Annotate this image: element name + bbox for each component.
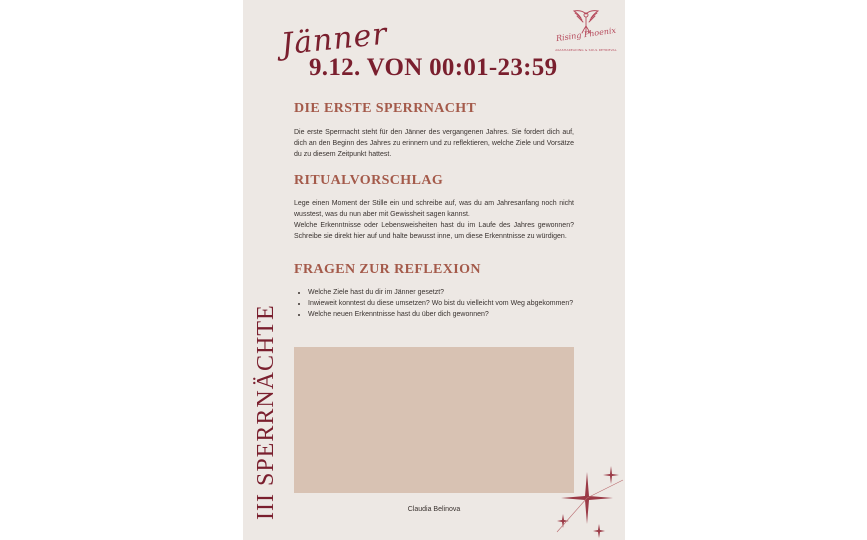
writing-area[interactable]	[294, 347, 574, 493]
paragraph: Lege einen Moment der Stille ein und schreibe auf, was du am Jahresanfang noch nicht wusstest, was du nun aber mit Gewissheit sagen kannst.	[294, 200, 574, 218]
author-name: Claudia Belinova	[407, 506, 461, 513]
section-heading-ritual: RITUALVORSCHLAG	[294, 173, 444, 188]
section-heading-reflection: FRAGEN ZUR REFLEXION	[294, 262, 481, 277]
logo-subtitle: AKASHAREADING & SOUL RETRIEVAL	[555, 48, 617, 52]
list-item: • Inwieweit konntest du diese umsetzen? Wo bist du vielleicht vom Weg abgekommen?	[308, 298, 575, 309]
vertical-series-label: III SPERRNÄCHTE	[253, 304, 279, 520]
sparkle-stars-icon	[553, 462, 625, 540]
logo	[553, 8, 619, 56]
paragraph: Welche Erkenntnisse oder Lebensweisheiten hast du im Laufe des Jahres gewonnen? Schreibe sie direkt hier auf und halte bewusst inne, um diese Erkenntnisse zu würdigen.	[294, 222, 574, 240]
section-body-ritual	[294, 198, 574, 242]
logo-name: Rising Phoenix	[555, 25, 617, 44]
journal-page	[243, 0, 625, 540]
section-body-first-night	[294, 127, 574, 160]
paragraph: Die erste Sperrnacht steht für den Jänner des vergangenen Jahres. Sie fordert dich auf, dich an den Beginn des Jahres zu erinnern und zu reflektieren, welche Ziele und Vorsätze du zu diesem Zeitpunkt hattest.	[294, 129, 574, 158]
date-heading: 9.12. VON 00:01-23:59	[309, 54, 558, 81]
month-script-title: Jänner	[279, 16, 390, 63]
list-item: • Welche Ziele hast du dir im Jänner gesetzt?	[308, 287, 575, 298]
list-item: • Welche neuen Erkenntnisse hast du über dich gewonnen?	[308, 309, 575, 320]
reflection-questions-list	[294, 287, 575, 320]
section-heading-first-night: DIE ERSTE SPERRNACHT	[294, 101, 477, 116]
